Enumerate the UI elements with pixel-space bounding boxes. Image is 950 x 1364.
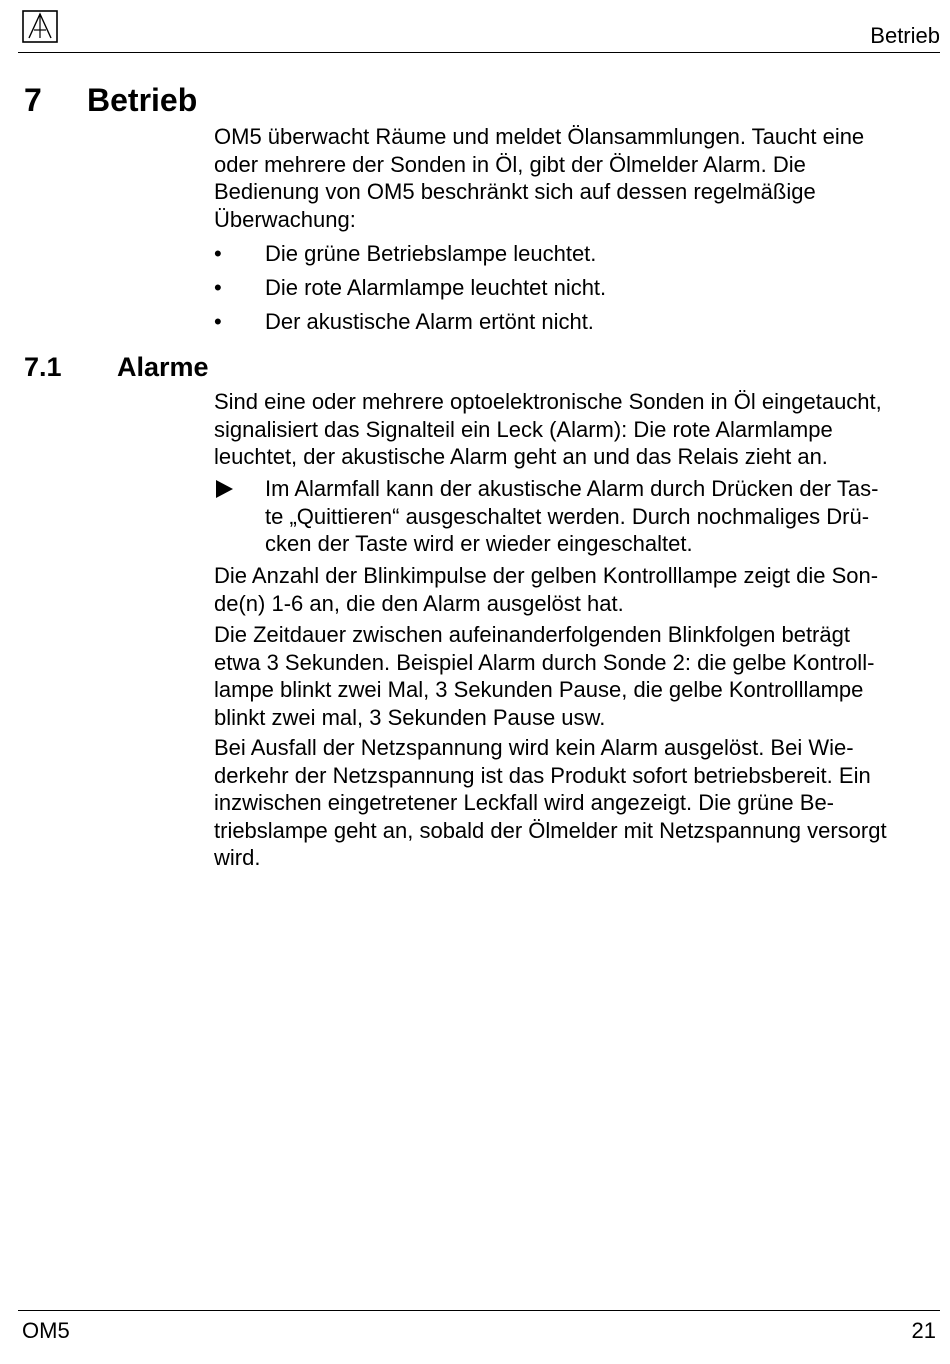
bullet-item: Der akustische Alarm ertönt nicht. bbox=[265, 309, 594, 334]
paragraph-line: triebslampe geht an, sobald der Ölmelder mit Netzspannung versorgt bbox=[214, 817, 887, 843]
action-step bbox=[265, 475, 945, 558]
action-line: te „Quittieren“ ausgeschaltet werden. Durch nochmaliges Drü- bbox=[265, 503, 870, 529]
intro-line: Bedienung von OM5 beschränkt sich auf dessen regelmäßige bbox=[214, 179, 816, 204]
bullet-icon: • bbox=[214, 309, 222, 334]
paragraph-line: de(n) 1-6 an, die den Alarm ausgelöst hat. bbox=[214, 590, 624, 616]
intro-paragraph bbox=[214, 123, 939, 233]
paragraph-line: Sind eine oder mehrere optoelektronische Sonden in Öl eingetaucht, bbox=[214, 389, 882, 414]
company-logo-icon bbox=[22, 10, 58, 43]
alarm-paragraph-1 bbox=[214, 388, 939, 471]
footer-product: OM5 bbox=[22, 1318, 70, 1343]
alarm-paragraph-4 bbox=[214, 734, 939, 872]
paragraph-line: lampe blinkt zwei Mal, 3 Sekunden Pause, die gelbe Kontrolllampe bbox=[214, 677, 864, 702]
bullet-icon: • bbox=[214, 241, 222, 266]
paragraph-line: Bei Ausfall der Netzspannung wird kein Alarm ausgelöst. Bei Wie- bbox=[214, 735, 854, 760]
section-title: Betrieb bbox=[87, 82, 198, 118]
bullet-icon: • bbox=[214, 275, 222, 300]
paragraph-line: etwa 3 Sekunden. Beispiel Alarm durch Sonde 2: die gelbe Kontroll- bbox=[214, 649, 875, 675]
intro-line: Überwachung: bbox=[214, 206, 356, 232]
bullet-item: Die rote Alarmlampe leuchtet nicht. bbox=[265, 275, 607, 300]
paragraph-line: derkehr der Netzspannung ist das Produkt sofort betriebsbereit. Ein bbox=[214, 762, 871, 788]
action-line: Im Alarmfall kann der akustische Alarm durch Drücken der Tas- bbox=[265, 476, 879, 501]
intro-line: OM5 überwacht Räume und meldet Ölansammlungen. Taucht eine bbox=[214, 124, 865, 149]
paragraph-line: Die Anzahl der Blinkimpulse der gelben Kontrolllampe zeigt die Son- bbox=[214, 563, 879, 588]
paragraph-line: wird. bbox=[214, 845, 261, 870]
paragraph-line: inzwischen eingetretener Leckfall wird angezeigt. Die grüne Be- bbox=[214, 790, 835, 815]
alarm-paragraph-3 bbox=[214, 621, 939, 731]
header-title: Betrieb bbox=[870, 23, 940, 48]
paragraph-line: blinkt zwei mal, 3 Sekunden Pause usw. bbox=[214, 704, 606, 730]
subsection-number: 7.1 bbox=[24, 352, 62, 382]
play-arrow-icon bbox=[216, 480, 233, 498]
intro-line: oder mehrere der Sonden in Öl, gibt der Ölmelder Alarm. Die bbox=[214, 151, 806, 177]
paragraph-line: leuchtet, der akustische Alarm geht an und das Relais zieht an. bbox=[214, 444, 828, 469]
header-divider bbox=[18, 52, 940, 53]
paragraph-line: signalisiert das Signalteil ein Leck (Alarm): Die rote Alarmlampe bbox=[214, 416, 833, 442]
subsection-title: Alarme bbox=[117, 352, 209, 382]
paragraph-line: Die Zeitdauer zwischen aufeinanderfolgenden Blinkfolgen beträgt bbox=[214, 622, 850, 647]
footer-divider bbox=[18, 1310, 940, 1311]
page-number: 21 bbox=[911, 1318, 936, 1343]
alarm-paragraph-2 bbox=[214, 562, 939, 617]
action-line: cken der Taste wird er wieder eingeschaltet. bbox=[265, 531, 693, 556]
bullet-item: Die grüne Betriebslampe leuchtet. bbox=[265, 241, 597, 266]
section-number: 7 bbox=[24, 82, 42, 118]
